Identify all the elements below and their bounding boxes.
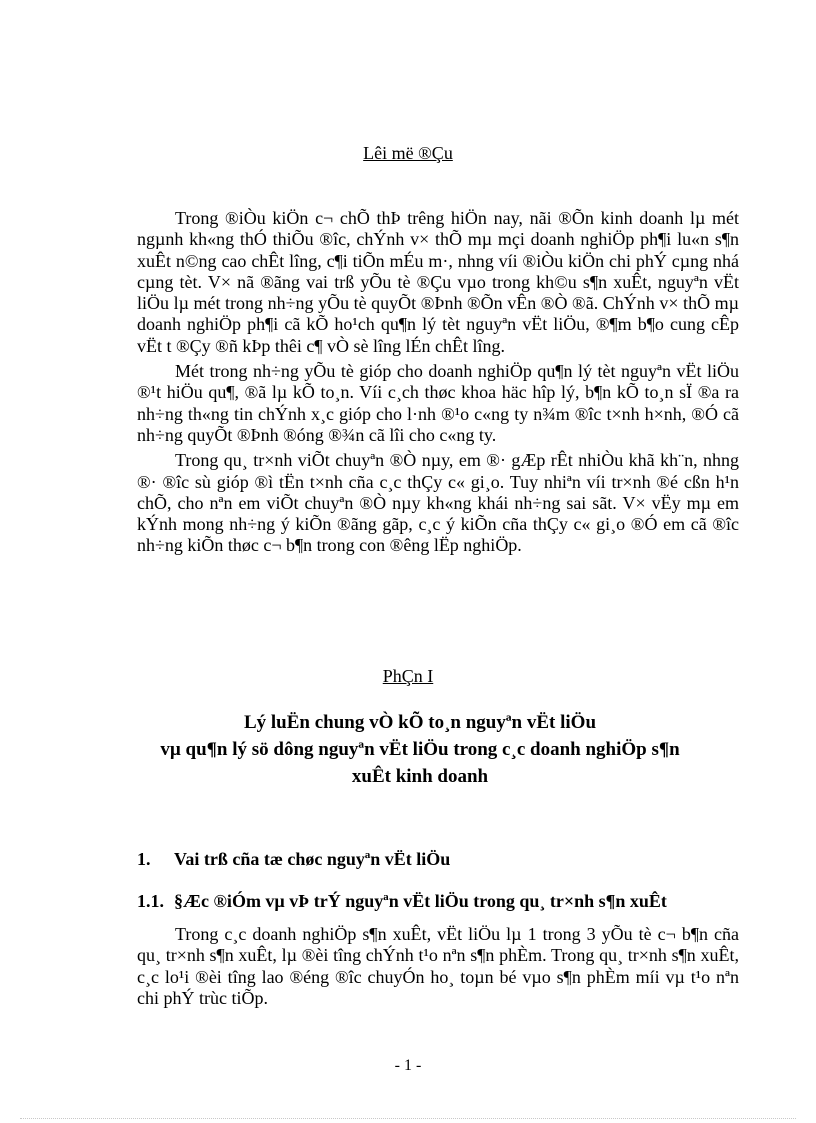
section-1-1-body	[137, 924, 739, 1009]
part-label: PhÇn I	[382, 666, 434, 686]
preface-paragraph-3: Trong qu¸ tr×nh viÕt chuyªn ®Ò nµy, em ®· gÆp rÊt nhiÒu khã kh¨n, nhng ®· ®îc sù gióp ®ì tËn t×nh cña c¸c thÇy c« gi¸o. Tuy nhiªn víi tr×nh ®é cßn h¹n chÕ, cho nªn em viÕt chuyªn ®Ò nµy kh«ng khái nh÷ng sai sãt. V× vËy mµ em kÝnh mong nh÷ng ý kiÕn ®ãng gãp, c¸c ý kiÕn cña thÇy c« gi¸o ®Ó em cã ®îc nh÷ng kiÕn thøc c¬ b¶n trong con ®êng lËp nghiÖp.	[137, 450, 739, 556]
chapter-title-line-3: xuÊt kinh doanh	[351, 766, 489, 787]
chapter-title	[120, 709, 720, 790]
section-title: Vai trß cña tæ chøc nguyªn vËt liÖu	[174, 849, 451, 869]
chapter-title-line-1: Lý luËn chung vÒ kÕ to¸n nguyªn vËt liÖu	[243, 712, 597, 733]
section-number: 1.	[137, 849, 151, 869]
preface-paragraph-2: Mét trong nh÷ng yÕu tè gióp cho doanh nghiÖp qu¶n lý tèt nguyªn vËt liÖu ®¹t hiÖu qu¶, ®ã lµ kÕ to¸n. Víi c¸ch thøc khoa häc hîp lý, b¶n kÕ to¸n sÏ ®a ra nh÷ng th«ng tin chÝnh x¸c gióp cho l·nh ®¹o c«ng ty n¾m ®îc t×nh h×nh, ®Ó cã nh÷ng quyÕt ®Þnh ®óng ®¾n cã lîi cho c«ng ty.	[137, 361, 739, 445]
section-title: §Æc ®iÓm vµ vÞ trÝ nguyªn vËt liÖu trong qu¸ tr×nh s¶n xuÊt	[174, 891, 667, 911]
section-number: 1.1.	[137, 891, 164, 911]
section-heading-1-1	[137, 891, 739, 912]
preface-body	[137, 208, 739, 557]
preface-paragraph-1: Trong ®iÒu kiÖn c¬ chÕ thÞ trêng hiÖn nay, nãi ®Õn kinh doanh lµ mét ngµnh kh«ng thÓ thiÕu ®îc, chÝnh v× thÕ mµ mçi doanh nghiÖp ph¶i lu«n s¶n xuÊt n©ng cao chÊt lîng, c¶i tiÕn mÉu m·, nhng víi ®iÒu kiÖn chi phÝ cµng nhá cµng tèt. V× nã ®ãng vai trß yÕu tè ®Çu vµo trong kh©u s¶n xuÊt, nguyªn vËt liÖu lµ mét trong nh÷ng yÕu tè quyÕt ®Þnh ®Õn vÊn ®Ò ®ã. ChÝnh v× thÕ mµ doanh nghiÖp ph¶i cã kÕ ho¹ch qu¶n lý tèt nguyªn vËt liÖu, ®¶m b¶o cung cÊp vËt t ®Çy ®ñ kÞp thêi c¶ vÒ sè lîng lÉn chÊt lîng.	[137, 208, 739, 356]
page-number: - 1 -	[394, 1057, 422, 1074]
preface-title: Lêi më ®Çu	[363, 143, 453, 163]
page-bottom-divider	[20, 1118, 796, 1119]
chapter-title-line-2: vµ qu¶n lý sö dông nguyªn vËt liÖu trong c¸c doanh nghiÖp s¶n	[160, 739, 680, 760]
section-1-1-paragraph: Trong c¸c doanh nghiÖp s¶n xuÊt, vËt liÖu lµ 1 trong 3 yÕu tè c¬ b¶n cña qu¸ tr×nh s¶n xuÊt, lµ ®èi tîng chÝnh t¹o nªn s¶n phÈm. Trong qu¸ tr×nh s¶n xuÊt, c¸c lo¹i ®èi tîng lao ®éng ®îc chuyÓn ho¸ toµn bé vµo s¶n phÈm míi vµ t¹o nªn chi phÝ trùc tiÕp.	[137, 924, 739, 1008]
section-heading-1	[137, 849, 739, 870]
